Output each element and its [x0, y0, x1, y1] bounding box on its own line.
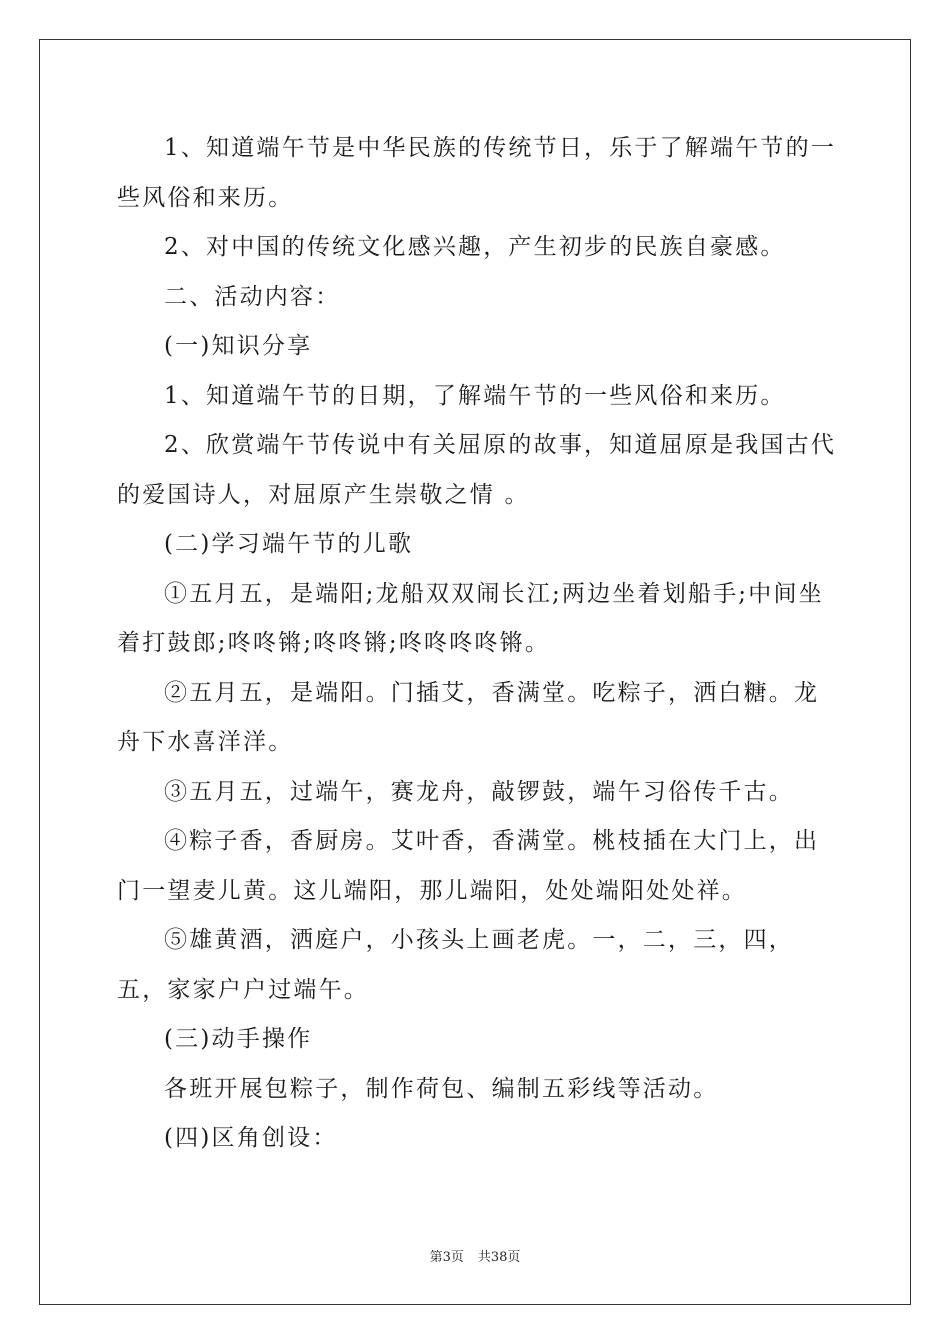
rhyme-5: ⑤雄黄酒，洒庭户，小孩头上画老虎。一，二，三，四，五，家家户户过端午。: [117, 927, 794, 1003]
paragraph-goal-2: 2、对中国的传统文化感兴趣，产生初步的民族自豪感。: [164, 234, 786, 260]
page-total: 共38页: [477, 1250, 521, 1265]
paragraph-goal-1: 1、知道端午节是中华民族的传统节日，乐于了解端午节的一些风俗和来历。: [117, 135, 837, 211]
page-number: 第3页: [429, 1250, 464, 1265]
subheading-hands-on: (三)动手操作: [164, 1026, 313, 1052]
document-body: [117, 124, 837, 1164]
subheading-nursery-rhymes: (二)学习端午节的儿歌: [164, 531, 414, 557]
paragraph-hands-on: 各班开展包粽子，制作荷包、编制五彩线等活动。: [164, 1075, 719, 1102]
section-heading-activity-content: 二、活动内容：: [164, 283, 341, 310]
rhyme-1: ①五月五，是端阳;龙船双双闹长江;两边坐着划船手;中间坐着打鼓郎;咚咚锵;咚咚锵;咚咚咚咚锵。: [117, 580, 824, 656]
paragraph-knowledge-1: 1、知道端午节的日期，了解端午节的一些风俗和来历。: [164, 382, 786, 409]
page-footer: [0, 1246, 950, 1265]
rhyme-2: ②五月五，是端阳。门插艾，香满堂。吃粽子，洒白糖。龙舟下水喜洋洋。: [117, 679, 820, 755]
rhyme-4: ④粽子香，香厨房。艾叶香，香满堂。桃枝插在大门上，出门一望麦儿黄。这儿端阳，那儿端阳，处处端阳处处祥。: [117, 828, 820, 904]
paragraph-knowledge-2: 2、欣赏端午节传说中有关屈原的故事，知道屈原是我国古代的爱国诗人，对屈原产生崇敬之情 。: [117, 432, 837, 508]
subheading-corner-setup: (四)区角创设：: [164, 1125, 338, 1151]
rhyme-3: ③五月五，过端午，赛龙舟，敲锣鼓，端午习俗传千古。: [164, 778, 794, 805]
subheading-knowledge-sharing: (一)知识分享: [164, 333, 313, 359]
